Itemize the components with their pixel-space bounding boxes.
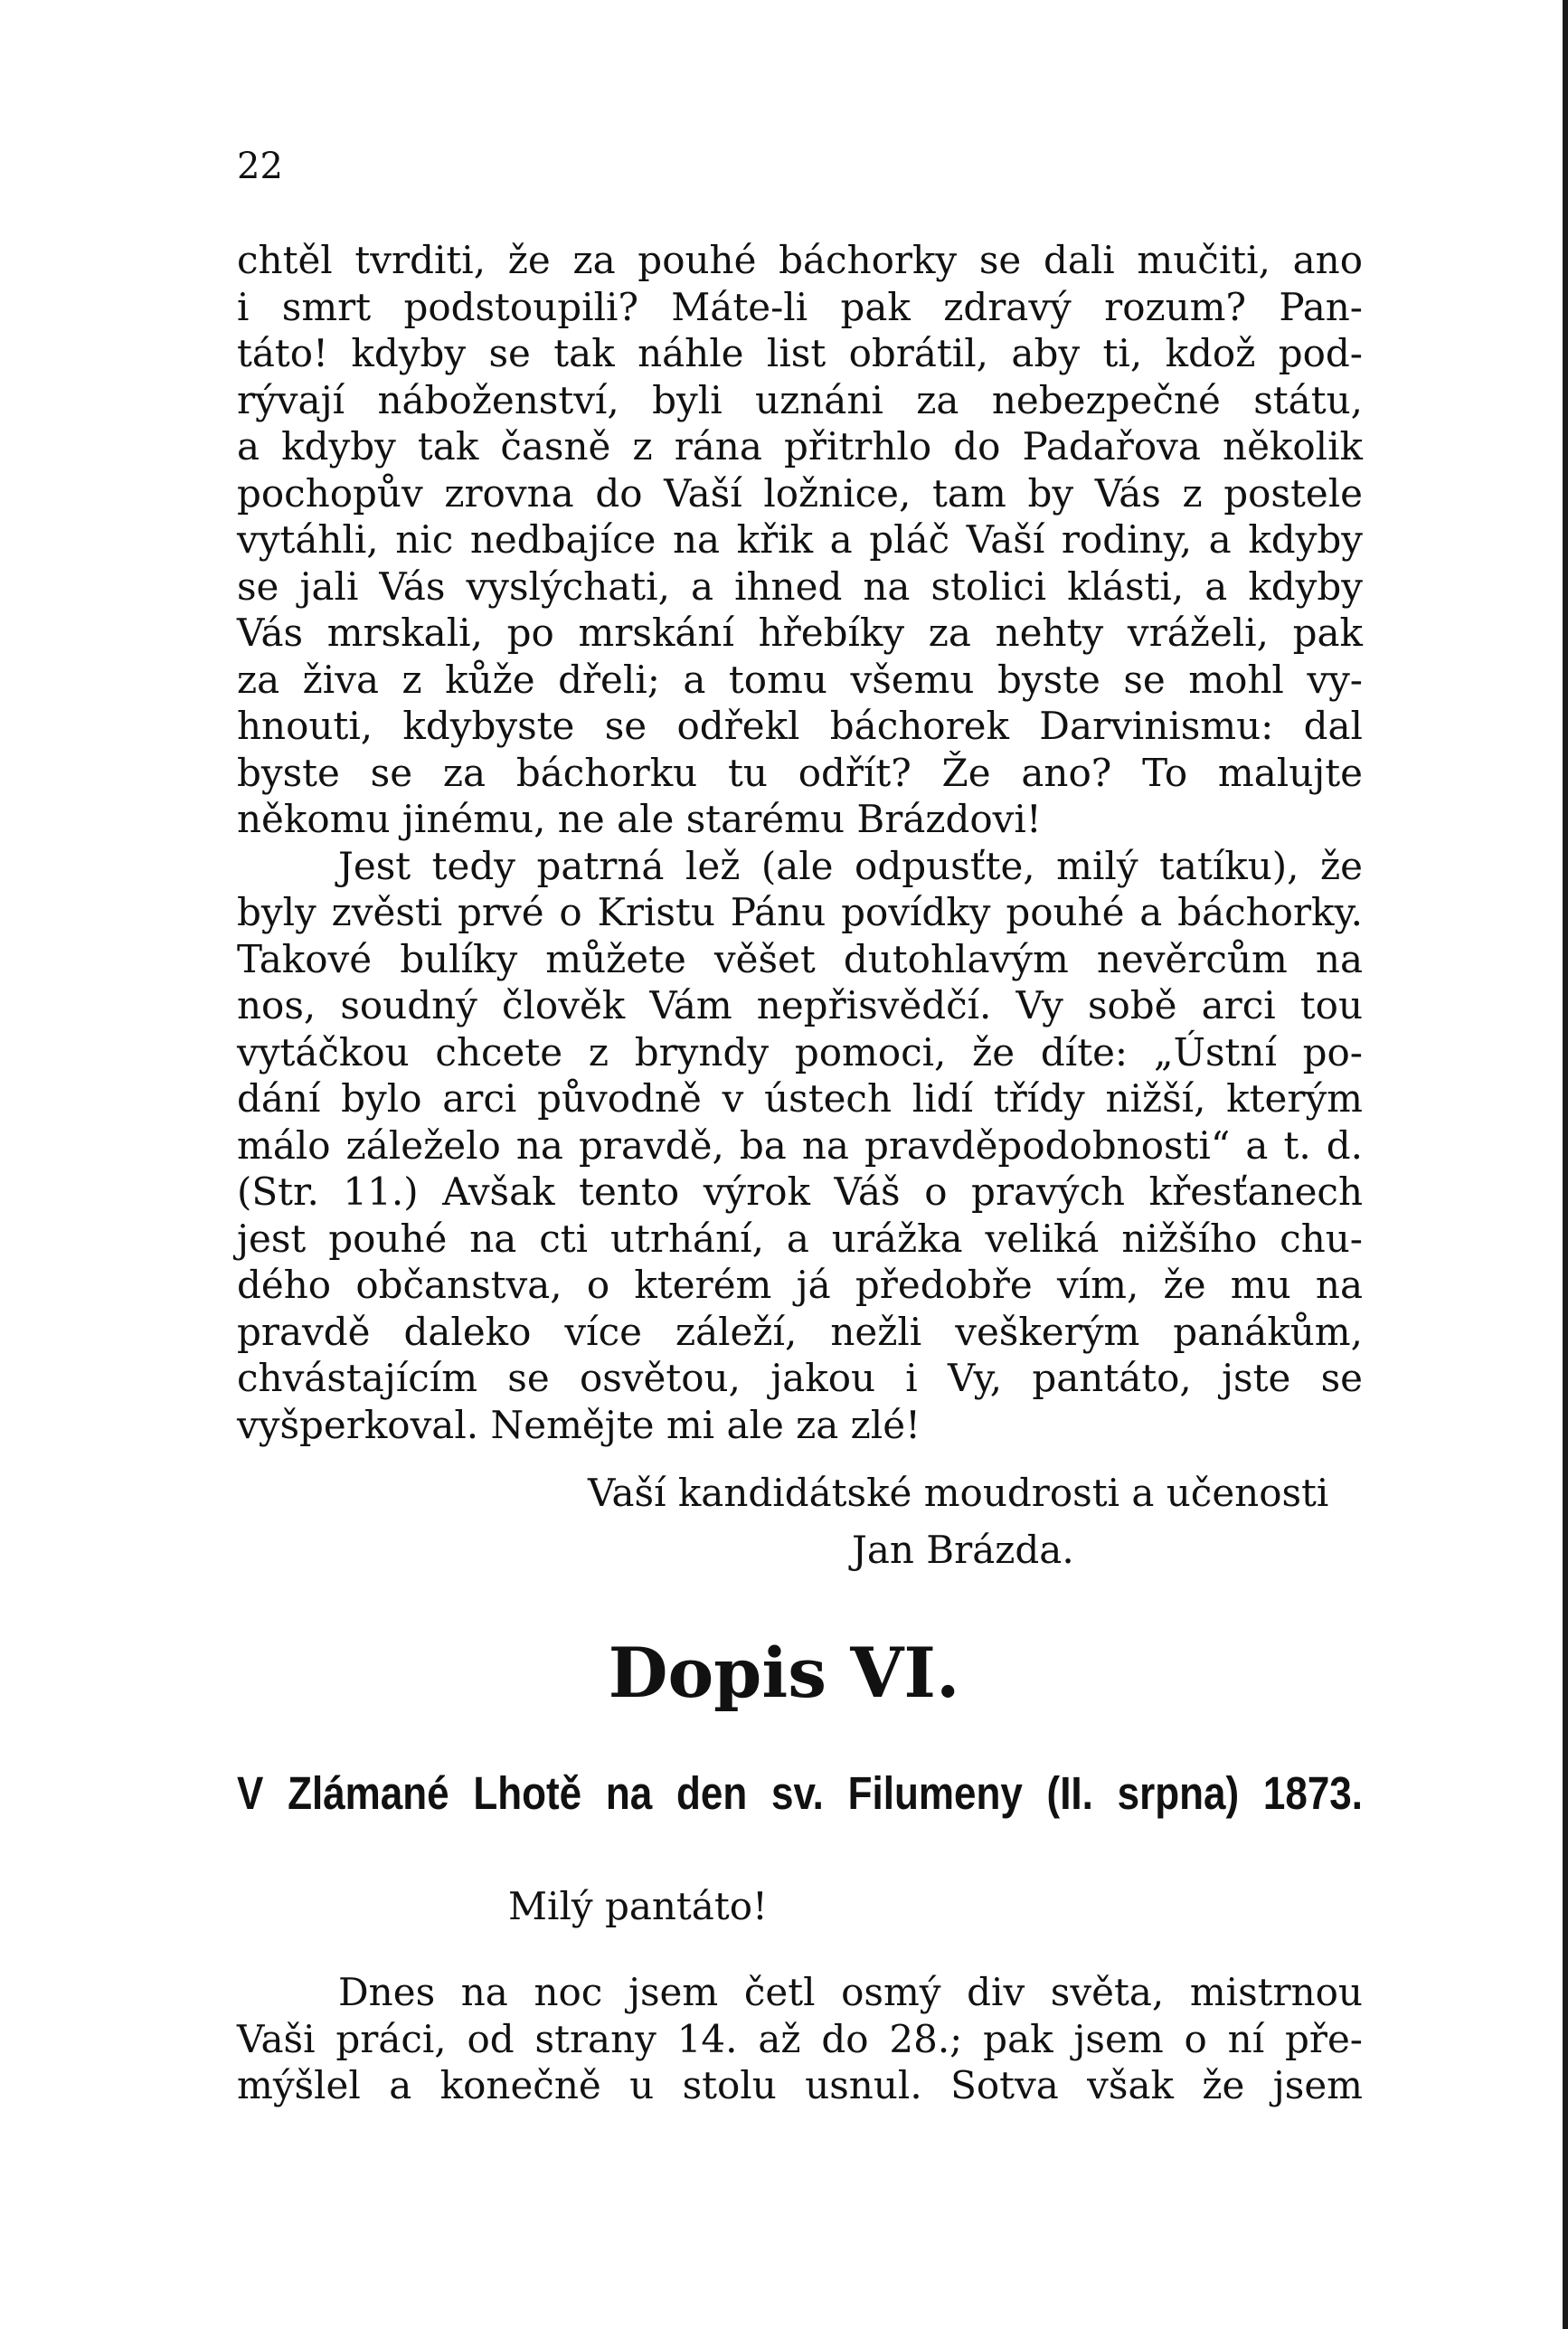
body-text-bottom — [237, 1969, 1363, 2109]
text-line: dání bylo arci původně v ústech lidí třídy nižší, kterým — [237, 1076, 1363, 1121]
text-line: hnouti, kdybyste se odřekl báchorek Darvinismu: dal — [237, 704, 1363, 748]
text-line: byly zvěsti prvé o Kristu Pánu povídky pouhé a báchorky. — [237, 890, 1363, 934]
letter-salutation: Milý pantáto! — [508, 1884, 768, 1928]
letter-dateline: V Zlámané Lhotě na den sv. Filumeny (II. srpna) 1873. — [237, 1768, 1363, 1820]
text-line: Vás mrskali, po mrskání hřebíky za nehty vráželi, pak — [237, 611, 1363, 655]
page-number: 22 — [237, 146, 283, 187]
body-text-top — [237, 237, 1363, 1448]
text-line: se jali Vás vyslýchati, a ihned na stolici klásti, a kdyby — [237, 563, 1363, 609]
text-line: a kdyby tak časně z rána přitrhlo do Padařova několik — [237, 424, 1363, 469]
text-line: někomu jinému, ne ale starému Brázdovi! — [237, 797, 1042, 841]
text-line: pravdě daleko více záleží, nežli veškerým panákům, — [237, 1309, 1363, 1354]
text-line: Dnes na noc jsem četl osmý div světa, mistrnou — [338, 1970, 1363, 2014]
text-line: vyšperkoval. Nemějte mi ale za zlé! — [237, 1402, 921, 1447]
text-line: málo záleželo na pravdě, ba na pravděpodobnosti“ a t. d. — [237, 1122, 1363, 1168]
letter-heading: Dopis VI. — [608, 1633, 960, 1713]
text-line: nos, soudný člověk Vám nepřisvědčí. Vy sobě arci tou — [237, 983, 1363, 1027]
text-line: za živa z kůže dřeli; a tomu všemu byste se mohl vy- — [237, 657, 1363, 702]
text-line: vytáhli, nic nedbajíce na křik a pláč Vaší rodiny, a kdyby — [237, 517, 1363, 562]
page-edge — [1563, 0, 1568, 2329]
closing-line: Vaší kandidátské moudrosti a učenosti — [588, 1471, 1329, 1515]
text-line: i smrt podstoupili? Máte-li pak zdravý rozum? Pan- — [237, 284, 1363, 329]
text-line: byste se za báchorku tu odřít? Že ano? To malujte — [237, 750, 1363, 795]
text-line: rývají náboženství, byli uznáni za nebezpečné státu, — [237, 377, 1363, 422]
text-line: chvástajícím se osvětou, jakou i Vy, pantáto, jste se — [237, 1356, 1363, 1400]
text-line: táto! kdyby se tak náhle list obrátil, aby ti, kdož pod- — [237, 331, 1363, 375]
text-line: dého občanstva, o kterém já předobře vím, že mu na — [237, 1263, 1363, 1307]
text-line: pochopův zrovna do Vaší ložnice, tam by Vás z postele — [237, 470, 1363, 516]
text-line: Jest tedy patrná lež (ale odpusťte, milý tatíku), že — [338, 843, 1363, 888]
text-line: (Str. 11.) Avšak tento výrok Váš o pravých křesťanech — [237, 1169, 1363, 1214]
text-line: jest pouhé na cti utrhání, a urážka veliká nižšího chu- — [237, 1216, 1363, 1261]
text-line: Vaši práci, od strany 14. až do 28.; pak jsem o ní pře- — [237, 2016, 1363, 2061]
text-line: mýšlel a konečně u stolu usnul. Sotva však že jsem — [237, 2063, 1363, 2107]
text-line: Takové bulíky můžete věšet dutohlavým nevěrcům na — [237, 936, 1363, 981]
signer-name: Jan Brázda. — [852, 1528, 1074, 1572]
text-line: vytáčkou chcete z bryndy pomoci, že díte: „Ústní po- — [237, 1029, 1363, 1075]
text-line: chtěl tvrditi, že za pouhé báchorky se dali mučiti, ano — [237, 238, 1363, 282]
